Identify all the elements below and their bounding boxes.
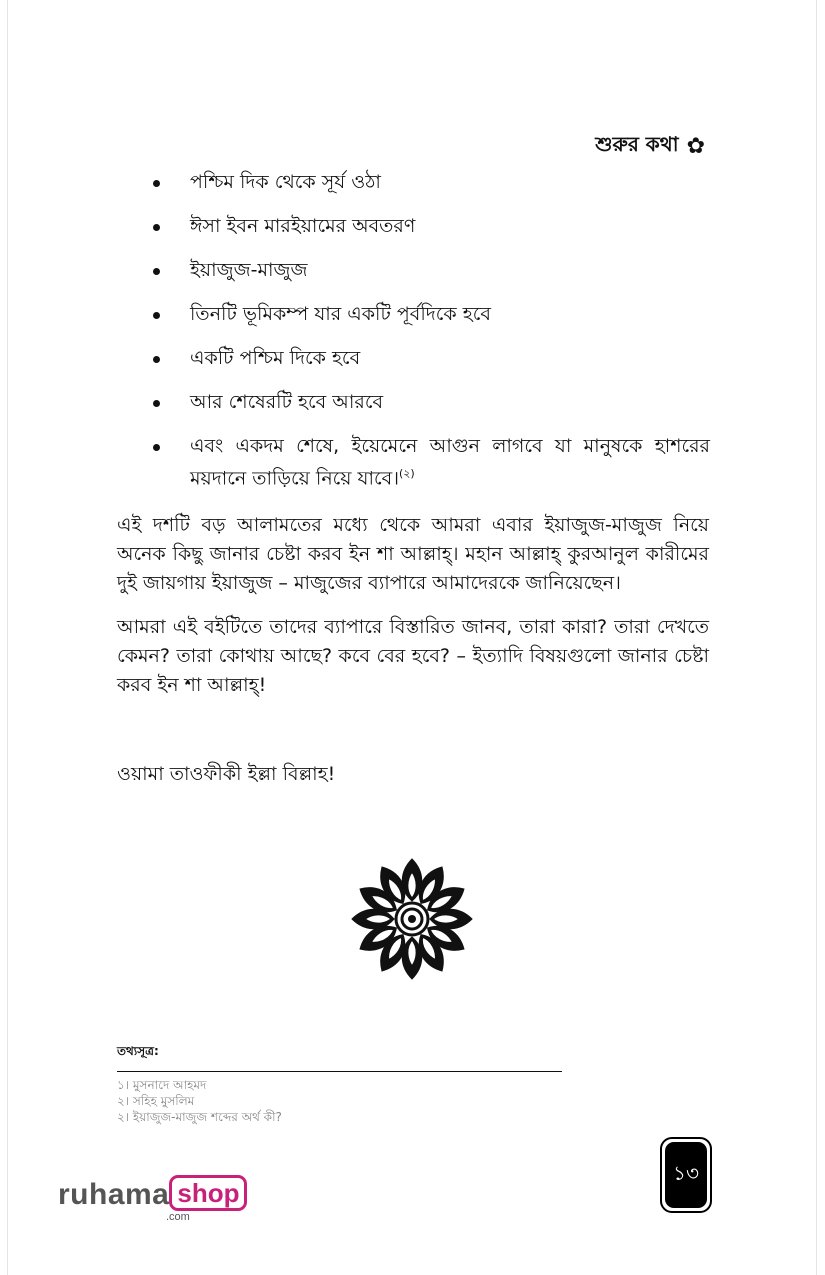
footnote-item: ১। মুসনাদে আহমদ	[117, 1078, 207, 1092]
page-number-badge	[660, 1137, 712, 1213]
chapter-title: শুরুর কথা	[595, 132, 679, 156]
list-item-text: এবং একদম শেষে, ইয়েমেনে আগুন লাগবে যা মানুষকে হাশরের ময়দানে তাড়িয়ে নিয়ে যাবে।	[190, 435, 710, 490]
footnotes	[117, 1043, 562, 1125]
flower-icon: ✿	[686, 133, 705, 159]
page-number: ১৩	[665, 1142, 707, 1208]
mandala-petal-inner	[407, 871, 417, 899]
body-paragraph: আমরা এই বইটিতে তাদের ব্যাপারে বিস্তারিত জানব, তারা কারা? তারা দেখতে কেমন? তারা কোথায় আছে? কবে বের হবে? – ইত্যাদি বিষয়গুলো জানার চেষ্টা করব ইন শা আল্লাহ্!	[117, 616, 709, 696]
mandala-ornament-icon	[350, 857, 474, 981]
list-item: তিনটি ভূমিকম্প যার একটি পূর্বদিকে হবে	[150, 300, 710, 328]
list-item	[150, 432, 710, 492]
ruhamashop-logo	[58, 1175, 247, 1223]
mandala-petal-inner	[364, 914, 392, 924]
logo-text-com: .com	[166, 1211, 190, 1223]
list-item: ইয়াজুজ-মাজুজ	[150, 256, 710, 284]
mandala-petal-inner	[407, 939, 417, 967]
footnotes-divider	[117, 1071, 562, 1072]
list-item: ঈসা ইবন মারইয়ামের অবতরণ	[150, 212, 710, 240]
chapter-header	[595, 130, 705, 163]
footnote-item: ২। সহিহ মুসলিম	[117, 1094, 195, 1108]
footnote-item: ২। ইয়াজুজ-মাজুজ শব্দের অর্থ কী?	[117, 1110, 282, 1124]
footnotes-title: তথ্যসূত্র:	[117, 1044, 159, 1058]
mandala-petal-inner	[432, 914, 460, 924]
logo-text-shop: shop	[169, 1175, 247, 1211]
signs-list	[150, 168, 710, 508]
list-item: একটি পশ্চিম দিকে হবে	[150, 344, 710, 372]
list-item: পশ্চিম দিক থেকে সূর্য ওঠা	[150, 168, 710, 196]
body-paragraph: এই দশটি বড় আলামতের মধ্যে থেকে আমরা এবার ইয়াজুজ-মাজুজ নিয়ে অনেক কিছু জানার চেষ্টা করব ইন শা আল্লাহ্। মহান আল্লাহ্ কুরআনুল কারীমের দুই জায়গায় ইয়াজুজ – মাজুজের ব্যাপারে আমাদেরকে জানিয়েছেন।	[117, 514, 709, 594]
list-item: আর শেষেরটি হবে আরবে	[150, 388, 710, 416]
footnote-ref[interactable]: (২)	[398, 467, 415, 480]
closing-line: ওয়ামা তাওফীকী ইল্লা বিল্লাহ!	[117, 763, 336, 785]
logo-text-ruhama: ruhama	[58, 1178, 170, 1211]
